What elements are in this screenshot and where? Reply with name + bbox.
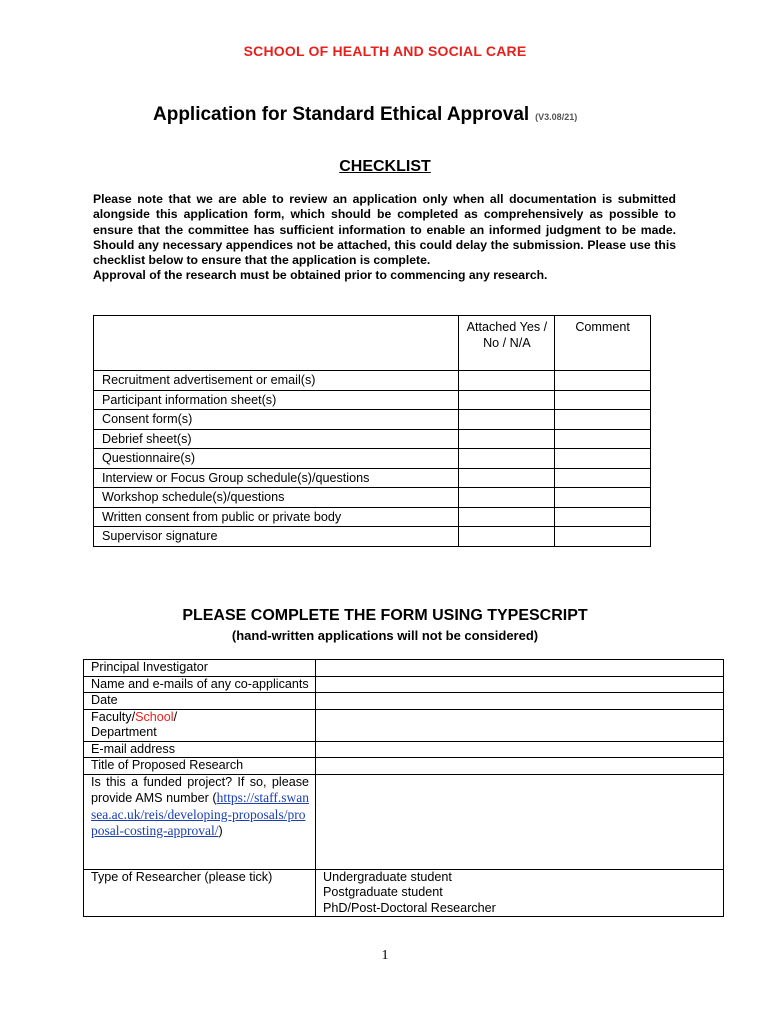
document-title bbox=[153, 104, 577, 126]
table-row bbox=[84, 709, 724, 741]
principal-investigator-field[interactable] bbox=[316, 660, 724, 677]
table-row bbox=[94, 410, 651, 430]
attached-column-header: Attached Yes / No / N/A bbox=[459, 316, 555, 371]
research-title-label: Title of Proposed Research bbox=[84, 758, 316, 775]
faculty-prefix: Faculty/ bbox=[91, 709, 136, 724]
attached-cell[interactable] bbox=[459, 527, 555, 547]
table-row bbox=[94, 429, 651, 449]
principal-investigator-label: Principal Investigator bbox=[84, 660, 316, 677]
table-row bbox=[84, 869, 724, 917]
comment-cell[interactable] bbox=[555, 507, 651, 527]
faculty-suffix: / bbox=[173, 709, 178, 724]
attached-cell[interactable] bbox=[459, 429, 555, 449]
faculty-field[interactable] bbox=[316, 709, 724, 741]
checklist-header-blank bbox=[94, 316, 459, 371]
form-subheading: (hand-written applications will not be considered) bbox=[231, 628, 539, 643]
approval-notice: Approval of the research must be obtained prior to commencing any research. bbox=[93, 268, 548, 283]
table-row bbox=[94, 527, 651, 547]
attached-cell[interactable] bbox=[459, 390, 555, 410]
date-field[interactable] bbox=[316, 693, 724, 710]
table-row bbox=[94, 488, 651, 508]
comment-column-header: Comment bbox=[555, 316, 651, 371]
checklist-item-label: Recruitment advertisement or email(s) bbox=[94, 371, 459, 391]
coapplicants-field[interactable] bbox=[316, 676, 724, 693]
faculty-label bbox=[84, 709, 316, 741]
date-label: Date bbox=[84, 693, 316, 710]
checklist-header-row bbox=[94, 316, 651, 371]
checklist-item-label: Debrief sheet(s) bbox=[94, 429, 459, 449]
comment-cell[interactable] bbox=[555, 390, 651, 410]
postgraduate-option[interactable]: Postgraduate student bbox=[323, 885, 443, 899]
researcher-type-options bbox=[316, 869, 724, 917]
checklist-item-label: Supervisor signature bbox=[94, 527, 459, 547]
attached-cell[interactable] bbox=[459, 488, 555, 508]
funded-close: ) bbox=[218, 824, 223, 838]
research-title-field[interactable] bbox=[316, 758, 724, 775]
checklist-item-label: Consent form(s) bbox=[94, 410, 459, 430]
attached-cell[interactable] bbox=[459, 410, 555, 430]
form-heading: PLEASE COMPLETE THE FORM USING TYPESCRIPT bbox=[182, 607, 588, 624]
undergraduate-option[interactable]: Undergraduate student bbox=[323, 869, 452, 884]
funded-question: Is this a funded project? If so, please provide AMS number ( bbox=[91, 774, 309, 805]
comment-cell[interactable] bbox=[555, 488, 651, 508]
researcher-type-label: Type of Researcher (please tick) bbox=[84, 869, 316, 917]
checklist-item-label: Questionnaire(s) bbox=[94, 449, 459, 469]
funded-project-field[interactable] bbox=[316, 774, 724, 869]
department-label: Department bbox=[91, 725, 157, 739]
table-row bbox=[94, 449, 651, 469]
comment-cell[interactable] bbox=[555, 410, 651, 430]
comment-cell[interactable] bbox=[555, 371, 651, 391]
application-form-table bbox=[83, 659, 724, 917]
table-row bbox=[94, 390, 651, 410]
table-row bbox=[94, 468, 651, 488]
attached-cell[interactable] bbox=[459, 449, 555, 469]
table-row bbox=[84, 676, 724, 693]
comment-cell[interactable] bbox=[555, 527, 651, 547]
faculty-school: School bbox=[135, 709, 174, 724]
checklist-item-label: Interview or Focus Group schedule(s)/questions bbox=[94, 468, 459, 488]
email-label: E-mail address bbox=[84, 741, 316, 758]
coapplicants-label: Name and e-mails of any co-applicants bbox=[84, 676, 316, 693]
instructions-note bbox=[93, 192, 676, 284]
checklist-heading: CHECKLIST bbox=[339, 158, 431, 175]
table-row bbox=[84, 693, 724, 710]
attached-cell[interactable] bbox=[459, 371, 555, 391]
table-row bbox=[94, 371, 651, 391]
checklist-item-label: Workshop schedule(s)/questions bbox=[94, 488, 459, 508]
comment-cell[interactable] bbox=[555, 449, 651, 469]
attached-cell[interactable] bbox=[459, 468, 555, 488]
checklist-item-label: Written consent from public or private body bbox=[94, 507, 459, 527]
ams-link[interactable]: https://staff.swansea.ac.uk/reis/developing-proposals/proposal-costing-approval/ bbox=[91, 790, 309, 838]
table-row bbox=[84, 741, 724, 758]
instructions-paragraph: Please note that we are able to review an application only when all documentation is submitted alongside this application form, which should be completed as comprehensively as possible to ensure that the committee has sufficient information to enable an informed judgment to be made. Should any necessary appendices not be attached, this could delay the submission. Please use this checklist below to ensure that the application is complete. bbox=[93, 192, 676, 268]
funded-project-label bbox=[84, 774, 316, 869]
table-row bbox=[84, 660, 724, 677]
checklist-item-label: Participant information sheet(s) bbox=[94, 390, 459, 410]
email-field[interactable] bbox=[316, 741, 724, 758]
table-row bbox=[94, 507, 651, 527]
title-text: Application for Standard Ethical Approval bbox=[153, 104, 530, 125]
page-number: 1 bbox=[381, 948, 389, 963]
comment-cell[interactable] bbox=[555, 429, 651, 449]
table-row bbox=[84, 774, 724, 869]
phd-postdoc-option[interactable]: PhD/Post-Doctoral Researcher bbox=[323, 900, 496, 915]
comment-cell[interactable] bbox=[555, 468, 651, 488]
version-label: (V3.08/21) bbox=[535, 112, 578, 122]
checklist-table bbox=[93, 315, 651, 547]
school-name: SCHOOL OF HEALTH AND SOCIAL CARE bbox=[243, 43, 527, 59]
table-row bbox=[84, 758, 724, 775]
attached-cell[interactable] bbox=[459, 507, 555, 527]
